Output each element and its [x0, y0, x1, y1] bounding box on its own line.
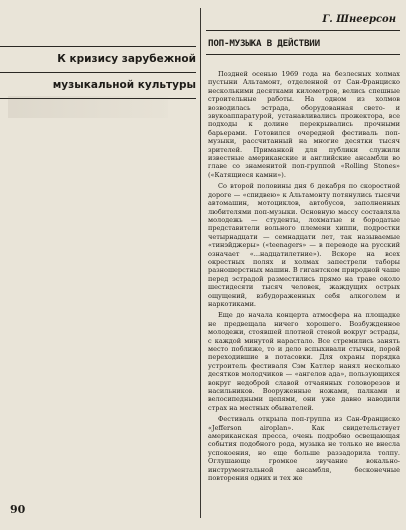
section-heading — [0, 46, 200, 99]
section-heading-line-2: музыкальной культуры — [52, 79, 196, 91]
paragraph: Поздней осенью 1969 года на безлесных холмах пустыни Альтамонт, отделенной от Сан-Франциско несколькими десятками километров, велись спешные строительные работы. На одном из холмов возводилась эстрада, оборудованная свето- и звукоаппаратурой, устанавливались прожектора, все подходы к долине перекрывались прочными барьерами. Готовился очередной фестиваль поп-музыки, рассчитанный на многие десятки тысяч зрителей. Приманкой для публики служили известные американские и английские ансамбли во главе со знаменитой поп-группой «Rolling Stones» («Катящиеся камни»). — [208, 70, 400, 179]
title-rule — [206, 54, 400, 55]
paragraph: Еще до начала концерта атмосфера на площадке не предвещала ничего хорошего. Возбужденное молодежи, стоявшей плотной стеной вокруг эстрады, с каждой минутой нарастало. Все стремились занять место поближе, то и дело вспыхивали стычки, порой переходившие в потасовки. Для охраны порядка устроитель фестиваля Сэм Катлер нанял несколько десятков молодчиков — «ангелов ада», пользующихся вокруг недоброй славой отчаянных головорезов и насильников. Вооруженные ножами, палками и велосипедными цепями, они уже давно наводили страх на местных обывателей. — [208, 311, 400, 412]
article-column — [200, 0, 406, 530]
article-body — [208, 70, 400, 486]
left-column — [0, 0, 200, 530]
section-heading-line-1: К кризису зарубежной — [57, 53, 196, 65]
bleed-through-shadow — [8, 96, 168, 118]
paragraph: Фестиваль открыла поп-группа из Сан-Франциско «Jefferson airoplan». Как свидетельствует американская пресса, очень подробно освещающая события подобного рода, музыка не только не внесла успокоения, но еще больше раззадорила толпу. Оглушающе громкое звучание вокально-инструментальной ансамбля, бесконечные повторения одних и тех же — [208, 415, 400, 483]
page-number: 90 — [10, 503, 26, 516]
author-bar — [206, 8, 400, 31]
article-title: ПОП-МУЗЫКА В ДЕЙСТВИИ — [208, 38, 320, 49]
column-divider — [200, 8, 201, 518]
paragraph: Со второй половины дня 6 декабря по скоростной дороге — «спидвею» к Альтамонту потянулись тысячи автомашин, мотоциклов, автобусов, заполненных любителями поп-музыки. Основную массу составляла молодежь — студенты, лохматые и бородатые представители вольного племени хиппи, подростки четырнадцати — семнадцати лет, так называемые «тинэйджеры» («teenagers» — в переводе на русский означает «...надцатилетние»). Вскоре на всех окрестных полях и холмах запестрели таборы разношерстных машин. В гигантском природной чаше перед эстрадой разместились прямо на траве около шестидесяти тысяч человек, жаждущих острых ощущений, взбудораженных себя алкоголем и наркотиками. — [208, 182, 400, 308]
author-name: Г. Шнеерсон — [322, 14, 396, 25]
